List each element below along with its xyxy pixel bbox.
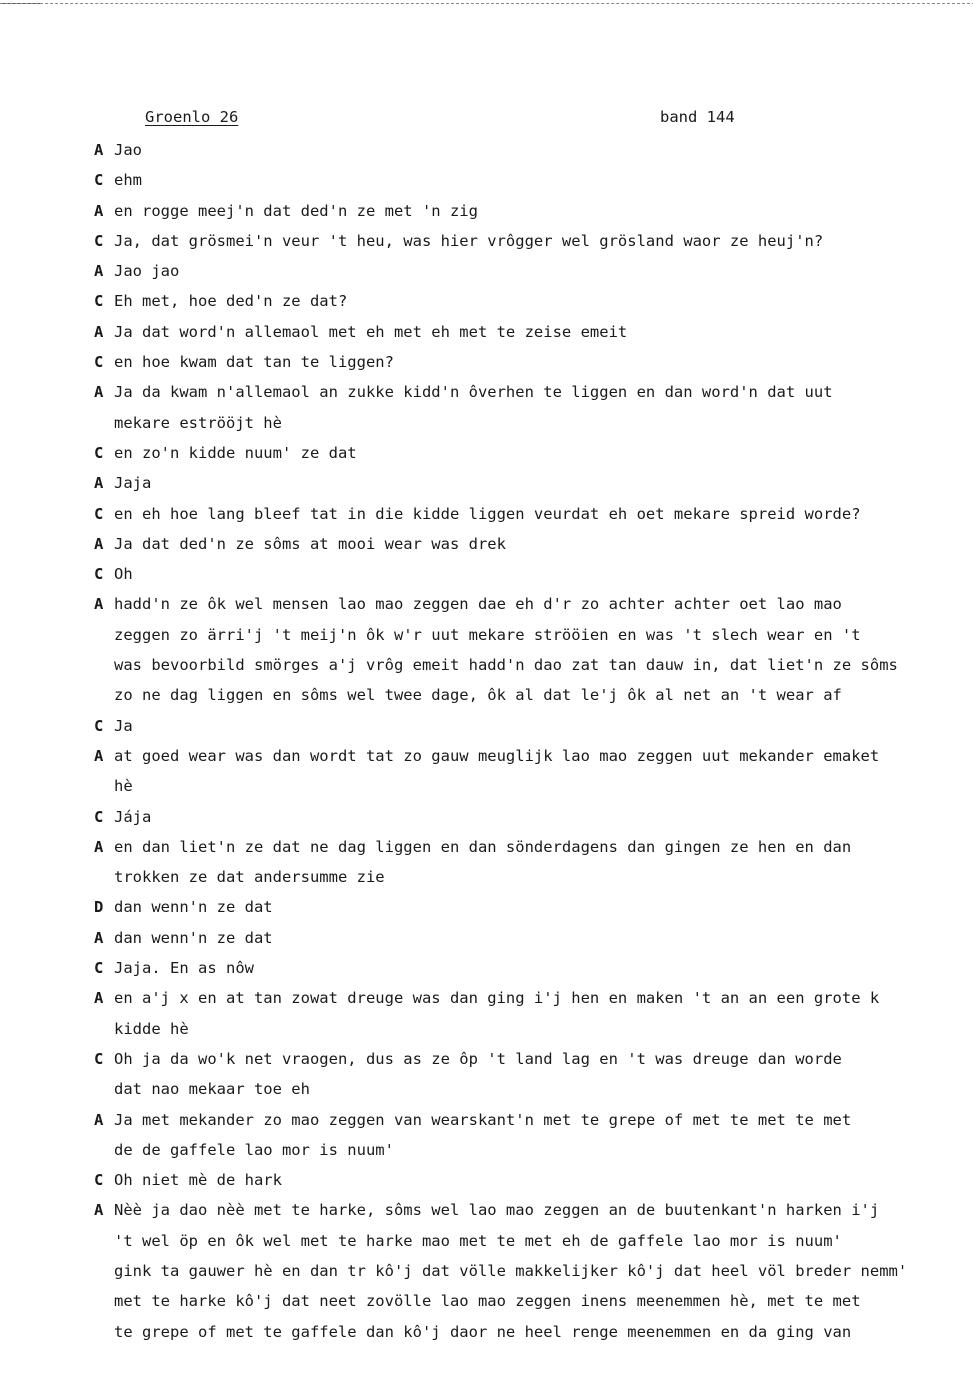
transcript-line bbox=[94, 650, 966, 680]
line-text: Jao bbox=[114, 141, 142, 159]
line-text: en a'j x en at tan zowat dreuge was dan ging i'j hen en maken 't an an een grote k bbox=[114, 989, 880, 1008]
line-text: Ja da kwam n'allemaol an zukke kidd'n ôverhen te liggen en dan word'n dat uut bbox=[114, 383, 833, 402]
scan-edge-dashed-line bbox=[0, 3, 973, 4]
speaker-label: A bbox=[94, 746, 104, 765]
speaker-label: D bbox=[94, 898, 104, 917]
speaker-label: A bbox=[94, 474, 104, 493]
line-text: Oh bbox=[114, 565, 133, 584]
speaker-label: C bbox=[94, 565, 104, 584]
transcript-line bbox=[94, 377, 966, 407]
speaker-label: C bbox=[94, 716, 104, 735]
transcript bbox=[94, 135, 966, 1347]
transcript-line bbox=[94, 1226, 966, 1256]
transcript-line bbox=[94, 317, 966, 347]
transcript-line bbox=[94, 135, 966, 165]
line-text: Nèè ja dao nèè met te harke, sôms wel lao mao zeggen an de buutenkant'n harken i'j bbox=[114, 1201, 880, 1220]
transcript-line bbox=[94, 802, 966, 832]
line-text: hè bbox=[114, 777, 133, 796]
speaker-label: C bbox=[94, 959, 104, 978]
document-title: Groenlo 26 bbox=[145, 108, 239, 126]
transcript-line bbox=[94, 499, 966, 529]
transcript-line bbox=[94, 196, 966, 226]
line-text: en rogge meej'n dat ded'n ze met 'n zig bbox=[114, 201, 478, 220]
transcript-line bbox=[94, 1074, 966, 1104]
speaker-label: A bbox=[94, 1110, 104, 1129]
transcript-line bbox=[94, 468, 966, 498]
transcript-line bbox=[94, 438, 966, 468]
transcript-line bbox=[94, 165, 966, 195]
line-text: dat nao mekaar toe eh bbox=[114, 1080, 310, 1099]
document-header bbox=[145, 108, 745, 134]
speaker-label: C bbox=[94, 807, 104, 826]
line-text: Ja dat ded'n ze sôms at mooi wear was drek bbox=[114, 534, 506, 553]
band-number: band 144 bbox=[660, 108, 735, 126]
transcript-line bbox=[94, 408, 966, 438]
line-text: dan wenn'n ze dat bbox=[114, 898, 273, 917]
transcript-line bbox=[94, 711, 966, 741]
transcript-line bbox=[94, 892, 966, 922]
line-text: mekare eströöjt hè bbox=[114, 413, 282, 432]
transcript-line bbox=[94, 1135, 966, 1165]
line-text: Oh niet mè de hark bbox=[114, 1171, 282, 1190]
speaker-label: C bbox=[94, 353, 104, 372]
line-text: en dan liet'n ze dat ne dag liggen en dan sönderdagens dan gingen ze hen en dan bbox=[114, 837, 852, 856]
transcript-line bbox=[94, 286, 966, 316]
line-text: Jaja bbox=[114, 474, 152, 493]
speaker-label: C bbox=[94, 231, 104, 250]
transcript-line bbox=[94, 741, 966, 771]
transcript-line bbox=[94, 1165, 966, 1195]
line-text: zo ne dag liggen en sôms wel twee dage, ôk al dat le'j ôk al net an 't wear af bbox=[114, 686, 842, 705]
line-text: at goed wear was dan wordt tat zo gauw meuglijk lao mao zeggen uut mekander emaket bbox=[114, 746, 880, 765]
speaker-label: A bbox=[94, 322, 104, 341]
speaker-label: A bbox=[94, 989, 104, 1008]
transcript-line bbox=[94, 680, 966, 710]
speaker-label: A bbox=[94, 383, 104, 402]
transcript-line bbox=[94, 1014, 966, 1044]
transcript-line bbox=[94, 529, 966, 559]
transcript-line bbox=[94, 620, 966, 650]
transcript-line bbox=[94, 983, 966, 1013]
line-text: en eh hoe lang bleef tat in die kidde liggen veurdat eh oet mekare spreid worde? bbox=[114, 504, 861, 523]
speaker-label: A bbox=[94, 595, 104, 614]
transcript-line bbox=[94, 832, 966, 862]
speaker-label: A bbox=[94, 534, 104, 553]
speaker-label: A bbox=[94, 928, 104, 947]
line-text: kidde hè bbox=[114, 1019, 189, 1038]
transcript-line bbox=[94, 347, 966, 377]
transcript-line bbox=[94, 1317, 966, 1347]
line-text: Ja dat word'n allemaol met eh met eh met te zeise emeit bbox=[114, 322, 628, 341]
speaker-label: C bbox=[94, 1171, 104, 1190]
line-text: trokken ze dat andersumme zie bbox=[114, 868, 385, 887]
speaker-label: C bbox=[94, 1049, 104, 1068]
line-text: de de gaffele lao mor is nuum' bbox=[114, 1140, 394, 1159]
transcript-line bbox=[94, 1195, 966, 1225]
line-text: Ja, dat grösmei'n veur 't heu, was hier vrôgger wel grösland waor ze heuj'n? bbox=[114, 231, 824, 250]
speaker-label: A bbox=[94, 1201, 104, 1220]
line-text: gink ta gauwer hè en dan tr kô'j dat völle makkelijker kô'j dat heel völ breder nemm' bbox=[114, 1261, 908, 1280]
transcript-line bbox=[94, 226, 966, 256]
transcript-line bbox=[94, 589, 966, 619]
speaker-label: A bbox=[94, 837, 104, 856]
speaker-label: A bbox=[94, 262, 104, 281]
speaker-label: A bbox=[94, 141, 104, 159]
speaker-label: A bbox=[94, 201, 104, 220]
transcript-line bbox=[94, 771, 966, 801]
line-text: Oh ja da wo'k net vraogen, dus as ze ôp 't land lag en 't was dreuge dan worde bbox=[114, 1049, 842, 1068]
line-text: Jao jao bbox=[114, 262, 180, 281]
speaker-label: C bbox=[94, 443, 104, 462]
transcript-line bbox=[94, 256, 966, 286]
line-text: Ja bbox=[114, 716, 133, 735]
speaker-label: C bbox=[94, 171, 104, 190]
transcript-line bbox=[94, 1286, 966, 1316]
transcript-line bbox=[94, 923, 966, 953]
line-text: Jaja. En as nôw bbox=[114, 959, 254, 978]
transcript-line bbox=[94, 1105, 966, 1135]
transcript-line bbox=[94, 559, 966, 589]
line-text: dan wenn'n ze dat bbox=[114, 928, 273, 947]
line-text: Jája bbox=[114, 807, 152, 826]
line-text: was bevoorbild smörges a'j vrôg emeit hadd'n dao zat tan dauw in, dat liet'n ze sôms bbox=[114, 656, 898, 675]
speaker-label: C bbox=[94, 504, 104, 523]
line-text: ehm bbox=[114, 171, 142, 190]
line-text: Eh met, hoe ded'n ze dat? bbox=[114, 292, 348, 311]
transcript-line bbox=[94, 862, 966, 892]
line-text: Ja met mekander zo mao zeggen van wearskant'n met te grepe of met te met te met bbox=[114, 1110, 852, 1129]
line-text: hadd'n ze ôk wel mensen lao mao zeggen dae eh d'r zo achter achter oet lao mao bbox=[114, 595, 842, 614]
transcript-line bbox=[94, 1256, 966, 1286]
line-text: met te harke kô'j dat neet zovölle lao mao zeggen inens meenemmen hè, met te met bbox=[114, 1292, 861, 1311]
line-text: en zo'n kidde nuum' ze dat bbox=[114, 443, 357, 462]
line-text: te grepe of met te gaffele dan kô'j daor ne heel renge meenemmen en da ging van bbox=[114, 1322, 852, 1341]
transcript-line bbox=[94, 953, 966, 983]
line-text: zeggen zo ärri'j 't meij'n ôk w'r uut mekare strööien en was 't slech wear en 't bbox=[114, 625, 861, 644]
line-text: en hoe kwam dat tan te liggen? bbox=[114, 353, 394, 372]
speaker-label: C bbox=[94, 292, 104, 311]
line-text: 't wel öp en ôk wel met te harke mao met te met eh de gaffele lao mor is nuum' bbox=[114, 1231, 842, 1250]
transcript-line bbox=[94, 1044, 966, 1074]
